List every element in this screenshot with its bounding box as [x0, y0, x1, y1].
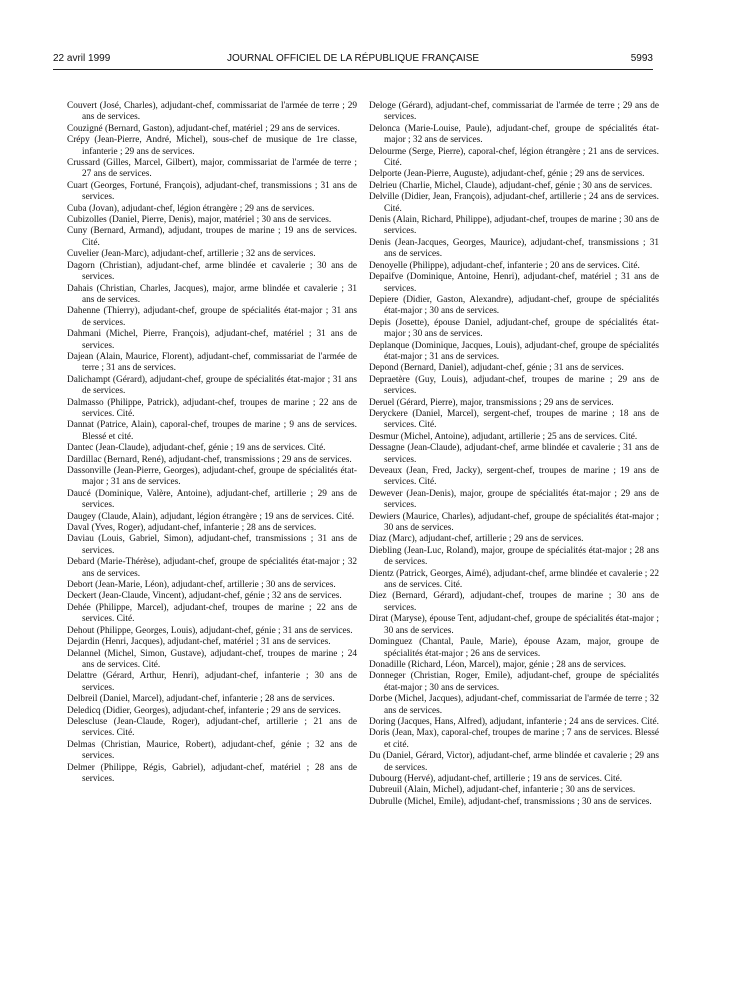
list-item: Delporte (Jean-Pierre, Auguste), adjudant-chef, génie ; 29 ans de services. — [369, 169, 645, 180]
list-item: Dahmani (Michel, Pierre, François), adjudant-chef, matériel ; 31 ans de services. — [67, 329, 357, 351]
page-number: 5993 — [630, 53, 653, 64]
list-item: Depond (Bernard, Daniel), adjudant-chef, génie ; 31 ans de services. — [369, 363, 624, 374]
list-item: Daucé (Dominique, Valère, Antoine), adjudant-chef, artillerie ; 29 ans de services. — [67, 488, 357, 511]
list-item: Deckert (Jean-Claude, Vincent), adjudant-chef, génie ; 32 ans de services. — [67, 591, 342, 602]
list-item: Dalmasso (Philippe, Patrick), adjudant-chef, troupes de marine ; 22 ans de services. Cité. — [67, 397, 357, 419]
list-item: Cuba (Jovan), adjudant-chef, légion étrangère ; 29 ans de services. — [67, 203, 315, 214]
list-item: Daviau (Louis, Gabriel, Simon), adjudant-chef, transmissions ; 31 ans de services. — [67, 534, 357, 556]
list-item: Crussard (Gilles, Marcel, Gilbert), major, commissariat de l'armée de terre ; 27 ans de services. — [67, 158, 357, 180]
list-item: Delbreil (Daniel, Marcel), adjudant-chef, infanterie ; 28 ans de services. — [67, 694, 335, 705]
list-item: Doring (Jacques, Hans, Alfred), adjudant, infanterie ; 24 ans de services. Cité. — [369, 716, 659, 727]
list-item: Donneger (Christian, Roger, Emile), adjudant-chef, groupe de spécialités état-major ; 30 ans de services. — [369, 671, 659, 693]
list-item: Delmer (Philippe, Régis, Gabriel), adjudant-chef, matériel ; 28 ans de services. — [67, 762, 357, 784]
list-item: Debard (Marie-Thérèse), adjudant-chef, groupe de spécialités état-major ; 32 ans de services. — [67, 557, 357, 579]
list-item: Deruel (Gérard, Pierre), major, transmissions ; 29 ans de services. — [369, 397, 614, 408]
list-item: Depaifve (Dominique, Antoine, Henri), adjudant-chef, matériel ; 31 ans de services. — [369, 272, 659, 294]
list-item: Couzigné (Bernard, Gaston), adjudant-chef, matériel ; 29 ans de services. — [67, 123, 340, 134]
list-item: Couvert (José, Charles), adjudant-chef, commissariat de l'armée de terre ; 29 ans de services. — [67, 101, 357, 123]
header-rule — [53, 69, 653, 70]
list-item: Dubourg (Hervé), adjudant-chef, artillerie ; 19 ans de services. Cité. — [369, 773, 623, 784]
list-item: Debort (Jean-Marie, Léon), adjudant-chef, artillerie ; 30 ans de services. — [67, 580, 336, 591]
list-item: Daugey (Claude, Alain), adjudant, légion étrangère ; 19 ans de services. Cité. — [67, 511, 355, 522]
list-item: Dehée (Philippe, Marcel), adjudant-chef, troupes de marine ; 22 ans de services. Cité. — [67, 602, 357, 625]
list-item: Denis (Alain, Richard, Philippe), adjudant-chef, troupes de marine ; 30 ans de services. — [369, 215, 659, 237]
list-item: Diebling (Jean-Luc, Roland), major, groupe de spécialités état-major ; 28 ans de services. — [369, 545, 659, 568]
list-item: Delonca (Marie-Louise, Paule), adjudant-chef, groupe de spécialités état-major ; 32 ans de services. — [369, 123, 659, 146]
list-item: Dessagne (Jean-Claude), adjudant-chef, arme blindée et cavalerie ; 31 ans de services. — [369, 443, 659, 465]
list-item: Donadille (Richard, Léon, Marcel), major, génie ; 28 ans de services. — [369, 659, 627, 670]
list-item: Depis (Josette), épouse Daniel, adjudant-chef, groupe de spécialités état-major ; 30 ans de services. — [369, 317, 659, 340]
list-item: Cubizolles (Daniel, Pierre, Denis), major, matériel ; 30 ans de services. — [67, 215, 332, 226]
list-item: Daval (Yves, Roger), adjudant-chef, infanterie ; 28 ans de services. — [67, 523, 317, 534]
list-item: Diez (Bernard, Gérard), adjudant-chef, troupes de marine ; 30 ans de services. — [369, 591, 659, 613]
list-item: Dewever (Jean-Denis), major, groupe de spécialités état-major ; 29 ans de services. — [369, 488, 659, 511]
list-item: Du (Daniel, Gérard, Victor), adjudant-chef, arme blindée et cavalerie ; 29 ans de services. — [369, 751, 659, 773]
list-item: Doris (Jean, Max), caporal-chef, troupes de marine ; 7 ans de services. Blessé et cité. — [369, 728, 659, 750]
list-item: Dannat (Patrice, Alain), caporal-chef, troupes de marine ; 9 ans de services. Blessé et cité. — [67, 420, 357, 442]
list-item: Dorbe (Michel, Jacques), adjudant-chef, commissariat de l'armée de terre ; 32 ans de services. — [369, 694, 659, 716]
list-item: Delville (Didier, Jean, François), adjudant-chef, artillerie ; 24 ans de services. Cité. — [369, 192, 659, 214]
list-item: Dassonville (Jean-Pierre, Georges), adjudant-chef, groupe de spécialités état-major ; 31 ans de services. — [67, 466, 357, 488]
list-item: Delourme (Serge, Pierre), caporal-chef, légion étrangère ; 21 ans de services. Cité. — [369, 146, 659, 169]
list-item: Deveaux (Jean, Fred, Jacky), sergent-chef, troupes de marine ; 19 ans de services. Cité. — [369, 466, 659, 488]
list-item: Delrieu (Charlie, Michel, Claude), adjudant-chef, génie ; 30 ans de services. — [369, 180, 653, 191]
list-item: Cuart (Georges, Fortuné, François), adjudant-chef, transmissions ; 31 ans de services. — [67, 180, 357, 203]
list-item: Denis (Jean-Jacques, Georges, Maurice), adjudant-chef, transmissions ; 31 ans de services. — [369, 237, 659, 260]
list-item: Delannel (Michel, Simon, Gustave), adjudant-chef, troupes de marine ; 24 ans de services. Cité. — [67, 648, 357, 670]
list-item: Deledicq (Didier, Georges), adjudant-chef, infanterie ; 29 ans de services. — [67, 705, 341, 716]
list-item: Desmur (Michel, Antoine), adjudant, artillerie ; 25 ans de services. Cité. — [369, 431, 638, 442]
list-item: Deloge (Gérard), adjudant-chef, commissariat de l'armée de terre ; 29 ans de services. — [369, 101, 659, 123]
list-item: Dahenne (Thierry), adjudant-chef, groupe de spécialités état-major ; 31 ans de services. — [67, 306, 357, 328]
list-item: Deryckere (Daniel, Marcel), sergent-chef, troupes de marine ; 18 ans de services. Cité. — [369, 408, 659, 431]
list-item: Dantec (Jean-Claude), adjudant-chef, génie ; 19 ans de services. Cité. — [67, 443, 326, 454]
list-item: Cuny (Bernard, Armand), adjudant, troupes de marine ; 19 ans de services. Cité. — [67, 226, 357, 248]
list-item: Dirat (Maryse), épouse Tent, adjudant-chef, groupe de spécialités état-major ; 30 ans de services. — [369, 614, 659, 636]
list-item: Dajean (Alain, Maurice, Florent), adjudant-chef, commissariat de l'armée de terre ; 31 ans de services. — [67, 351, 357, 374]
list-item: Deplanque (Dominique, Jacques, Louis), adjudant-chef, groupe de spécialités état-major ; 31 ans de services. — [369, 340, 659, 362]
list-item: Denoyelle (Philippe), adjudant-chef, infanterie ; 20 ans de services. Cité. — [369, 260, 640, 271]
list-item: Diaz (Marc), adjudant-chef, artillerie ; 29 ans de services. — [369, 534, 584, 545]
list-item: Delmas (Christian, Maurice, Robert), adjudant-chef, génie ; 32 ans de services. — [67, 739, 357, 762]
list-item: Delattre (Gérard, Arthur, Henri), adjudant-chef, infanterie ; 30 ans de services. — [67, 671, 357, 693]
list-item: Dewiers (Maurice, Charles), adjudant-chef, groupe de spécialités état-major ; 30 ans de services. — [369, 511, 659, 534]
list-item: Dubrulle (Michel, Emile), adjudant-chef, transmissions ; 30 ans de services. — [369, 796, 652, 807]
list-item: Dejardin (Henri, Jacques), adjudant-chef, matériel ; 31 ans de services. — [67, 637, 331, 648]
list-item: Dagorn (Christian), adjudant-chef, arme blindée et cavalerie ; 30 ans de services. — [67, 260, 357, 283]
list-item: Delescluse (Jean-Claude, Roger), adjudant-chef, artillerie ; 21 ans de services. Cité. — [67, 716, 357, 739]
list-item: Dehout (Philippe, Georges, Louis), adjudant-chef, génie ; 31 ans de services. — [67, 625, 353, 636]
list-item: Dahais (Christian, Charles, Jacques), major, arme blindée et cavalerie ; 31 ans de services. — [67, 283, 357, 305]
right-column — [369, 101, 659, 808]
list-item: Dardillac (Bernard, René), adjudant-chef, transmissions ; 29 ans de services. — [67, 454, 352, 465]
left-column — [67, 101, 357, 785]
list-item: Depraetère (Guy, Louis), adjudant-chef, troupes de marine ; 29 ans de services. — [369, 374, 659, 397]
list-item: Dalichampt (Gérard), adjudant-chef, groupe de spécialités état-major ; 31 ans de services. — [67, 374, 357, 397]
list-item: Depiere (Didier, Gaston, Alexandre), adjudant-chef, groupe de spécialités état-major ; 30 ans de services. — [369, 294, 659, 317]
list-item: Cuvelier (Jean-Marc), adjudant-chef, artillerie ; 32 ans de services. — [67, 249, 316, 260]
list-item: Dientz (Patrick, Georges, Aimé), adjudant-chef, arme blindée et cavalerie ; 22 ans de services. Cité. — [369, 568, 659, 591]
list-item: Dominguez (Chantal, Paule, Marie), épouse Azam, major, groupe de spécialités état-major ; 26 ans de services. — [369, 637, 659, 659]
list-item: Crépy (Jean-Pierre, André, Michel), sous-chef de musique de 1re classe, infanterie ; 29 ans de services. — [67, 135, 357, 157]
page-header — [53, 53, 653, 67]
header-date: 22 avril 1999 — [53, 53, 111, 64]
journal-title: JOURNAL OFFICIEL DE LA RÉPUBLIQUE FRANÇAISE — [226, 53, 480, 64]
list-item: Dubreuil (Alain, Michel), adjudant-chef, infanterie ; 30 ans de services. — [369, 785, 636, 796]
